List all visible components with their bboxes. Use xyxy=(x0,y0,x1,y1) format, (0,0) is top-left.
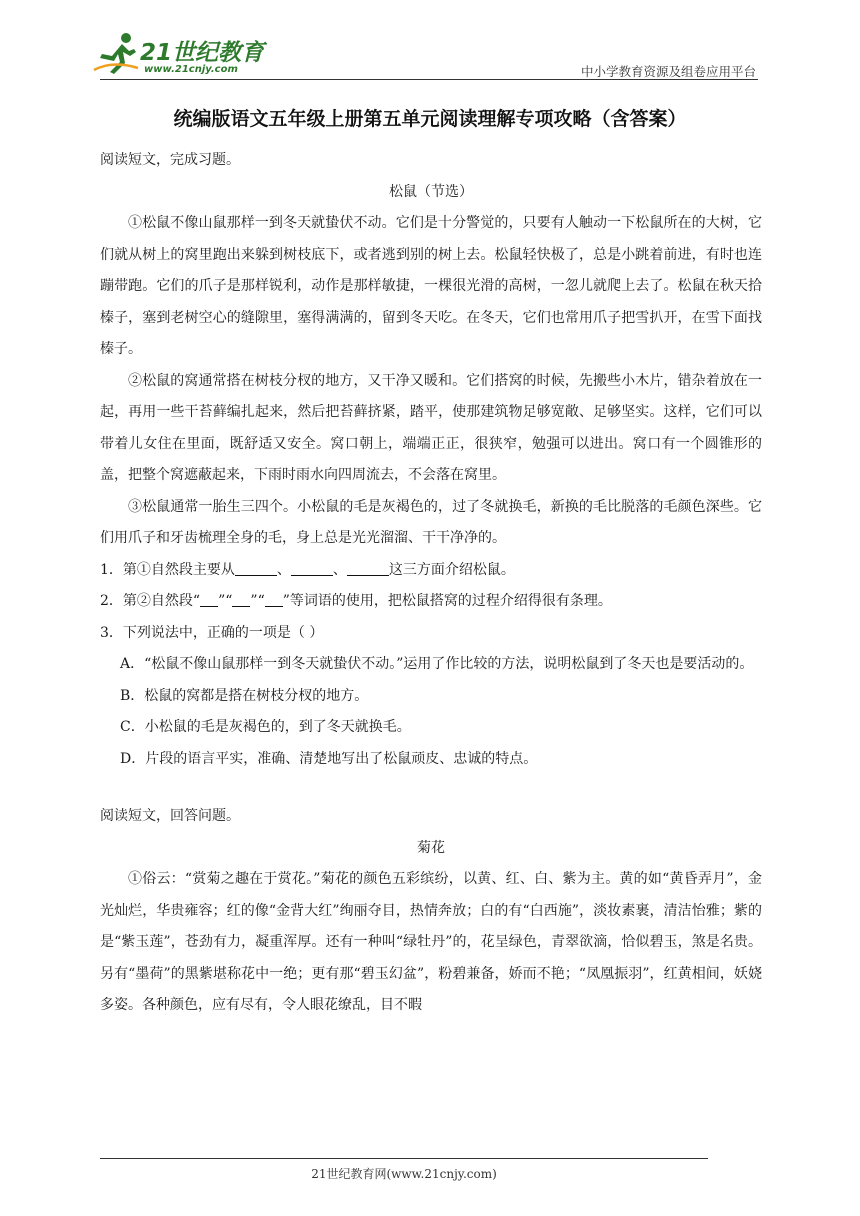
question-3-option-c: C．小松鼠的毛是灰褐色的，到了冬天就换毛。 xyxy=(120,719,411,735)
logo-text: 21世纪教育 xyxy=(140,40,265,66)
question-3-option-b: B．松鼠的窝都是搭在树枝分杈的地方。 xyxy=(120,687,369,704)
answer-blank[interactable] xyxy=(235,559,277,576)
section1-instruction: 阅读短文，完成习题。 xyxy=(100,152,240,168)
page-footer: 21世纪教育网(www.21cnjy.com) xyxy=(311,1167,497,1181)
question-3-option-d: D．片段的语言平实，准确、清楚地写出了松鼠顽皮、忠诚的特点。 xyxy=(120,750,538,767)
page-header xyxy=(0,0,860,90)
question-3-option-a: A．“松鼠不像山鼠那样一到冬天就蛰伏不动。”运用了作比较的方法，说明松鼠到了冬天也是要活动的。 xyxy=(120,656,754,672)
header-divider xyxy=(100,79,758,80)
document-body xyxy=(100,145,762,1022)
section-gap xyxy=(100,775,762,801)
question-2: 2．第②自然段“ ”“ ”“ ”等词语的使用，把松鼠搭窝的过程介绍得很有条理。 xyxy=(100,586,762,618)
answer-blank[interactable] xyxy=(265,590,283,607)
section2-paragraph-1: ①俗云：“赏菊之趣在于赏花。”菊花的颜色五彩缤纷，以黄、红、白、紫为主。黄的如“黄昏弄月”，金光灿烂，华贵雍容；红的像“金背大红”绚丽夺目，热情奔放；白的有“白西施”，淡妆素裹，清洁怡雅；紫的是“紫玉莲”，苍劲有力，凝重浑厚。还有一种叫“绿牡丹”的，花呈绿色，青翠欲滴，恰似碧玉，煞是名贵。另有“墨荷”的黑紫堪称花中一绝；更有那“碧玉幻盆”，粉碧兼备，娇而不艳；“凤凰振羽”，红黄相间，妖娆多姿。各种颜色，应有尽有，令人眼花缭乱，目不暇 xyxy=(100,871,762,1013)
section2-passage-title: 菊花 xyxy=(417,839,445,856)
logo xyxy=(92,30,265,80)
runner-logo-icon xyxy=(92,30,142,76)
section1-paragraph-3: ③松鼠通常一胎生三四个。小松鼠的毛是灰褐色的，过了冬就换毛，新换的毛比脱落的毛颜色深些。它们用爪子和牙齿梳理全身的毛，身上总是光光溜溜、干干净净的。 xyxy=(100,498,762,546)
section1-paragraph-1: ①松鼠不像山鼠那样一到冬天就蛰伏不动。它们是十分警觉的，只要有人触动一下松鼠所在的大树，它们就从树上的窝里跑出来躲到树枝底下，或者逃到别的树上去。松鼠轻快极了，总是小跳着前进，有时也连蹦带跑。它们的爪子是那样锐利，动作是那样敏捷，一棵很光滑的高树，一忽儿就爬上去了。松鼠在秋天拾榛子，塞到老树空心的缝隙里，塞得满满的，留到冬天吃。在冬天，它们也常用爪子把雪扒开，在雪下面找榛子。 xyxy=(100,215,762,357)
question-1: 1．第①自然段主要从 、 、 这三方面介绍松鼠。 xyxy=(100,555,762,587)
section1-paragraph-2: ②松鼠的窝通常搭在树枝分杈的地方，又干净又暖和。它们搭窝的时候，先搬些小木片，错杂着放在一起，再用一些干苔藓编扎起来，然后把苔藓挤紧，踏平，使那建筑物足够宽敞、足够坚实。这样，它们可以带着儿女住在里面，既舒适又安全。窝口朝上，端端正正，很狭窄，勉强可以进出。窝口有一个圆锥形的盖，把整个窝遮蔽起来，下雨时雨水向四周流去，不会落在窝里。 xyxy=(100,372,762,483)
platform-name: 中小学教育资源及组卷应用平台 xyxy=(580,64,756,79)
answer-blank[interactable] xyxy=(200,590,218,607)
footer-divider xyxy=(100,1158,708,1159)
section1-passage-title: 松鼠（节选） xyxy=(389,183,473,200)
answer-blank[interactable] xyxy=(291,559,333,576)
question-3-stem: 3．下列说法中，正确的一项是（ ） xyxy=(100,624,324,641)
answer-blank[interactable] xyxy=(347,559,389,576)
answer-blank[interactable] xyxy=(232,590,250,607)
document-title: 统编版语文五年级上册第五单元阅读理解专项攻略（含答案） xyxy=(173,108,687,130)
section2-instruction: 阅读短文，回答问题。 xyxy=(100,808,240,824)
logo-url: www.21cnjy.com xyxy=(144,64,238,75)
